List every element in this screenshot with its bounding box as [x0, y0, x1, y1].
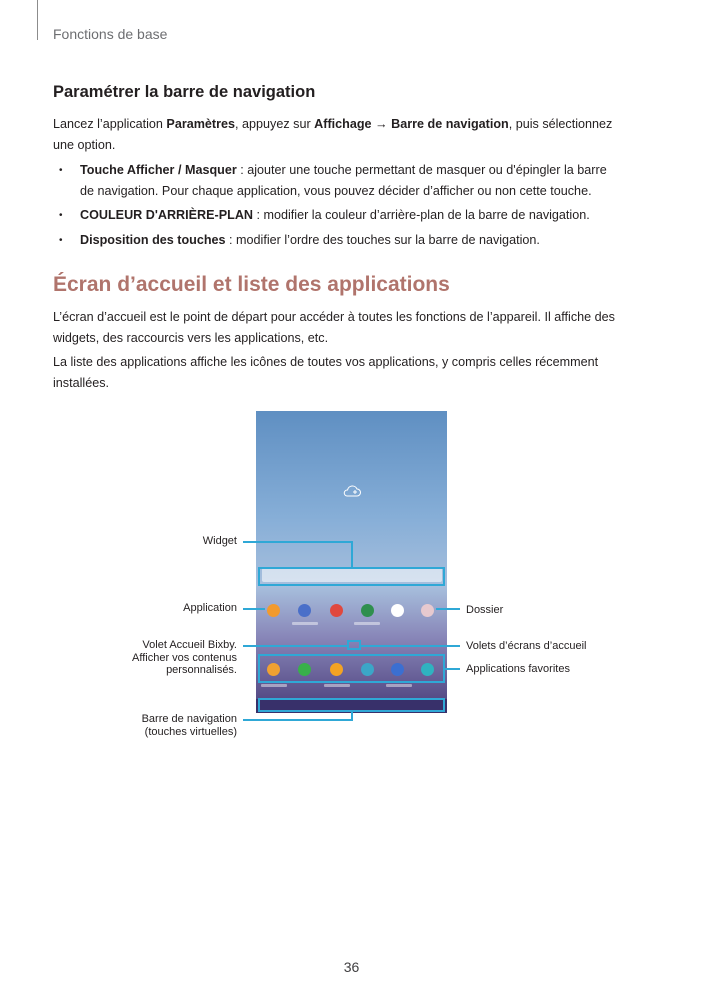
bullet-dot: • — [59, 235, 63, 246]
callout-line — [243, 645, 348, 647]
page-indicator-highlight — [347, 640, 361, 650]
page-number: 36 — [343, 959, 360, 975]
app-label — [354, 622, 380, 625]
label-widget: Widget — [202, 535, 237, 547]
camera-icon — [298, 604, 311, 617]
callout-line — [243, 541, 353, 543]
app-label — [261, 684, 287, 687]
favorites-highlight — [258, 654, 445, 683]
navbar-highlight — [258, 698, 445, 712]
section-title-home-screen: Écran d’accueil et liste des applications — [53, 273, 450, 296]
callout-line — [445, 668, 460, 670]
bullet-dot: • — [59, 210, 63, 221]
callout-line — [351, 541, 353, 568]
label-navigation-bar: Barre de navigation (touches virtuelles) — [141, 713, 237, 738]
callout-line — [351, 711, 353, 721]
folder-icon — [421, 604, 434, 617]
paragraph-apps-list: La liste des applications affiche les icônes de toutes vos applications, y compris celles récemment installées. — [53, 355, 599, 390]
label-folder: Dossier — [466, 604, 504, 616]
play-store-icon — [391, 604, 404, 617]
label-bixby-home: Volet Accueil Bixby. Afficher vos contenus personnalisés. — [132, 639, 237, 676]
menu-path-settings: Paramètres — [166, 117, 236, 131]
app-label — [386, 684, 412, 687]
menu-path-display: Affichage — [314, 117, 372, 131]
app-label — [324, 684, 350, 687]
bullet-dot: • — [59, 165, 63, 176]
email-icon — [330, 604, 343, 617]
label-favorite-apps: Applications favorites — [466, 663, 570, 675]
section-title-navigation-bar: Paramétrer la barre de navigation — [53, 83, 316, 101]
running-header: Fonctions de base — [53, 26, 168, 42]
label-home-panels: Volets d’écrans d’accueil — [466, 640, 587, 652]
callout-line — [436, 608, 460, 610]
callout-line — [243, 608, 265, 610]
cloud-add-icon — [342, 485, 362, 497]
callout-line — [243, 719, 353, 721]
callout-line — [360, 645, 460, 647]
intro-paragraph: Lancez l’application Paramètres, appuyez sur Affichage → Barre de navigation, puis sélectionnez une option. — [53, 117, 613, 152]
menu-path-navigation-bar: Barre de navigation — [391, 117, 509, 131]
widget-highlight — [258, 567, 445, 586]
app-icon — [267, 604, 280, 617]
app-icon — [361, 604, 374, 617]
app-label — [292, 622, 318, 625]
label-application: Application — [183, 602, 237, 614]
paragraph-home-screen: L’écran d’accueil est le point de départ pour accéder à toutes les fonctions de l’appareil. Il affiche des widgets, des raccourcis vers les applications, etc. — [53, 310, 615, 345]
page-corner-mark — [37, 0, 38, 40]
